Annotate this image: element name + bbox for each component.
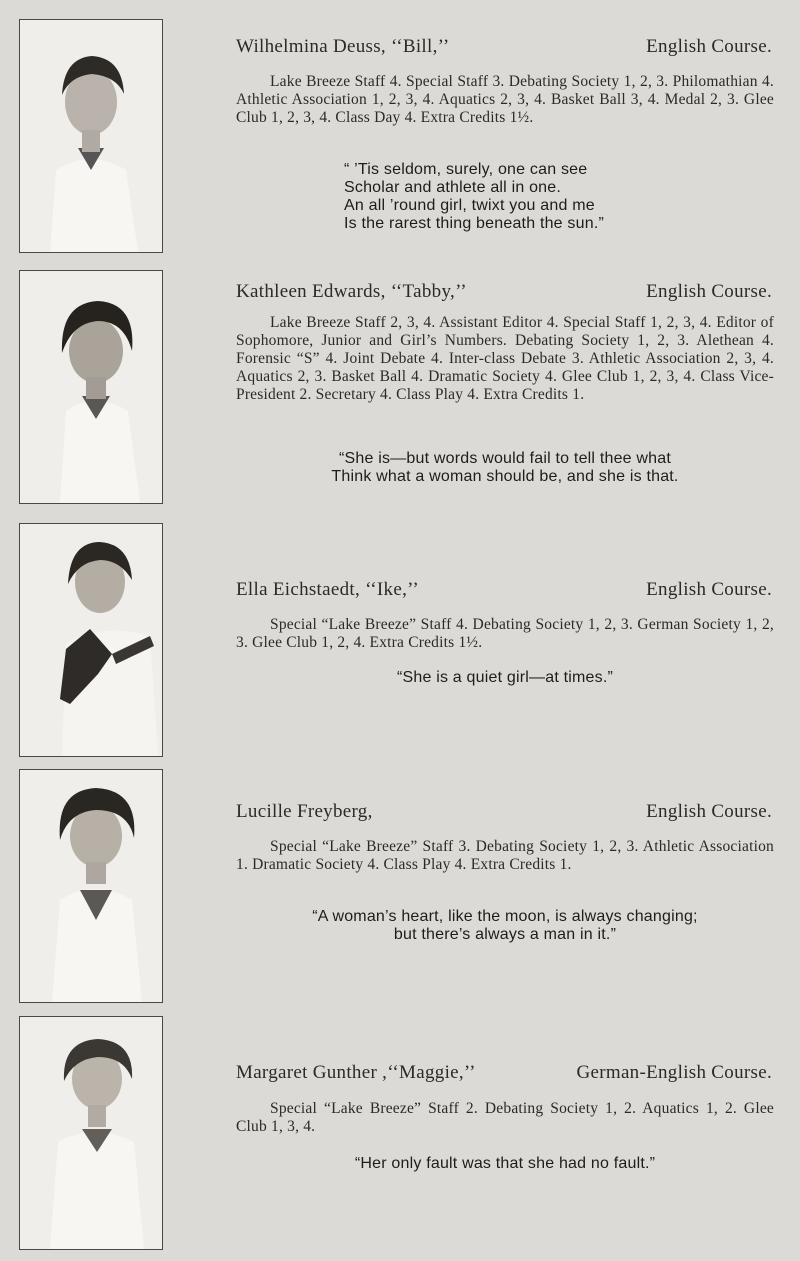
quote-line: Think what a woman should be, and she is that.: [331, 468, 679, 485]
quote-line: Scholar and athlete all in one.: [344, 179, 562, 196]
activities-text: Special “Lake Breeze” Staff 4. Debating Society 1, 2, 3. German Society 1, 2, 3. Glee Club 1, 2, 4. Extra Credits 1½.: [236, 616, 774, 651]
quote-line: “Her only fault was that she had no fault.”: [354, 1155, 656, 1172]
course-name: English Course.: [646, 579, 772, 600]
class-quote: [236, 1155, 774, 1173]
course-name: English Course.: [646, 801, 772, 822]
activities-text: Special “Lake Breeze” Staff 2. Debating Society 1, 2. Aquatics 1, 2. Glee Club 1, 3, 4.: [236, 1100, 774, 1135]
student-portrait-photo: [19, 270, 163, 504]
activities-record: [236, 314, 774, 404]
student-portrait-photo: [19, 1016, 163, 1250]
student-name: Lucille Freyberg,: [236, 801, 373, 822]
activities-text: Lake Breeze Staff 4. Special Staff 3. Debating Society 1, 2, 3. Philomathian 4. Athletic Association 1, 2, 3, 4. Aquatics 2, 3, 4. Basket Ball 3, 4. Medal 2, 3. Glee Club 1, 2, 3, 4. Class Day 4. Extra Credits 1½.: [236, 73, 774, 126]
class-quote: [236, 450, 774, 486]
class-quote: [236, 161, 774, 233]
quote-line: “She is a quiet girl—at times.”: [396, 669, 614, 686]
activities-record: [236, 616, 774, 652]
class-quote: [236, 669, 774, 687]
class-quote: [236, 908, 774, 944]
quote-line: “A woman’s heart, like the moon, is always changing;: [312, 908, 698, 925]
quote-line: “She is—but words would fail to tell thee what: [338, 450, 672, 467]
activities-text: Special “Lake Breeze” Staff 3. Debating Society 1, 2, 3. Athletic Association 1. Dramatic Society 4. Class Play 4. Extra Credits 1.: [236, 838, 774, 873]
student-name: Wilhelmina Deuss, ‘‘Bill,’’: [236, 36, 450, 57]
activities-record: [236, 1100, 774, 1136]
activities-text: Lake Breeze Staff 2, 3, 4. Assistant Editor 4. Special Staff 1, 2, 3, 4. Editor of Sophomore, Junior and Girl’s Numbers. Debating Society 1, 2, 3. Alethean 4. Forensic “S” 4. Joint Debate 4. Inter-class Debate 3. Athletic Association 2, 3, 4. Aquatics 2, 3. Basket Ball 4. Dramatic Society 4. Glee Club 1, 2, 3, 4. Class Vice-President 2. Secretary 4. Class Play 4. Extra Credits 1.: [236, 314, 774, 403]
course-name: English Course.: [646, 281, 772, 302]
student-name: Margaret Gunther ,‘‘Maggie,’’: [236, 1062, 476, 1083]
student-name: Ella Eichstaedt, ‘‘Ike,’’: [236, 579, 419, 600]
student-portrait-photo: [19, 19, 163, 253]
activities-record: [236, 73, 774, 127]
activities-record: [236, 838, 774, 874]
course-name: English Course.: [646, 36, 772, 57]
quote-line: but there’s always a man in it.”: [393, 926, 617, 943]
quote-line: “ ’Tis seldom, surely, one can see: [344, 161, 588, 178]
student-portrait-photo: [19, 523, 163, 757]
quote-line: Is the rarest thing beneath the sun.”: [344, 215, 605, 232]
student-portrait-photo: [19, 769, 163, 1003]
student-name: Kathleen Edwards, ‘‘Tabby,’’: [236, 281, 467, 302]
quote-line: An all ’round girl, twixt you and me: [344, 197, 595, 214]
course-name: German-English Course.: [576, 1062, 772, 1083]
